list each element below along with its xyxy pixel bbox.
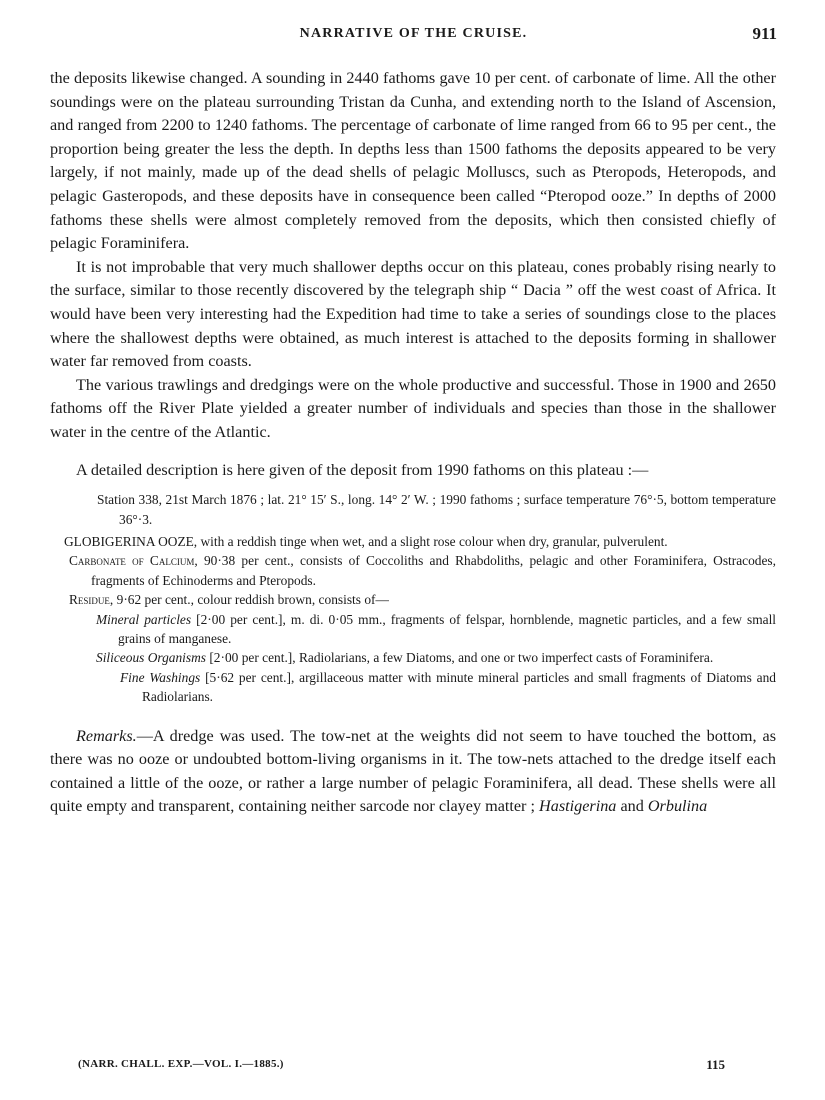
page-number: 911 bbox=[752, 24, 777, 43]
mineral-label: Mineral particles bbox=[96, 611, 192, 627]
station-line bbox=[97, 490, 776, 529]
siliceous-entry bbox=[96, 648, 776, 667]
ooze-entry bbox=[64, 532, 776, 551]
sheet-number: 115 bbox=[706, 1057, 725, 1072]
signature-mark: (NARR. CHALL. EXP.—VOL. I.—1885.) bbox=[78, 1058, 284, 1070]
ooze-description: with a reddish tinge when wet, and a slight rose colour when dry, granular, pulverulent. bbox=[200, 533, 668, 549]
spacer bbox=[50, 445, 776, 459]
page-body bbox=[50, 67, 776, 819]
station-text: Station 338, 21st March 1876 ; lat. 21° 15′ S., long. 14° 2′ W. ; 1990 fathoms ; surface temperature 76°·5, bottom temperature 36°·3. bbox=[97, 492, 776, 527]
carbonate-entry bbox=[69, 551, 776, 590]
washings-entry bbox=[120, 668, 776, 707]
remarks-text: —A dredge was used. The tow-net at the weights did not seem to have touched the bottom, as there was no ooze or undoubted bottom-living organisms in it. The tow-nets attached to the dredge itself each contained a little of the ooze, or rather a large number of pelagic Foraminifera, all dead. These shells were all quite empty and transparent, containing neither sarcode nor clayey matter ; bbox=[50, 726, 776, 816]
mineral-entry bbox=[96, 610, 776, 649]
carbonate-description: 90·38 per cent., consists of Coccoliths and Rhabdoliths, pelagic and other Foraminifera, Ostracodes, fragments of Echinoderms and Pteropods. bbox=[91, 553, 776, 588]
genus-hastigerina: Hastigerina bbox=[539, 797, 617, 816]
paragraph-detailed-description: A detailed description is here given of the deposit from 1990 fathoms on this plateau :— bbox=[76, 460, 649, 479]
paragraph-remarks bbox=[50, 725, 776, 819]
carbonate-label: Carbonate of Calcium, bbox=[69, 553, 198, 569]
running-head bbox=[50, 22, 777, 44]
remarks-and: and bbox=[620, 797, 644, 816]
washings-label: Fine Washings bbox=[120, 669, 201, 685]
residue-label: Residue, bbox=[69, 592, 114, 608]
siliceous-description: [2·00 per cent.], Radiolarians, a few Diatoms, and one or two imperfect casts of Foraminifera. bbox=[209, 650, 714, 666]
ooze-name: GLOBIGERINA OOZE, bbox=[64, 533, 198, 549]
page-footer bbox=[78, 1058, 725, 1078]
residue-description: 9·62 per cent., colour reddish brown, consists of— bbox=[116, 592, 389, 608]
mineral-description: [2·00 per cent.], m. di. 0·05 mm., fragments of felspar, hornblende, magnetic particles, and a few small grains of manganese. bbox=[118, 611, 777, 646]
washings-description: [5·62 per cent.], argillaceous matter with minute mineral particles and small fragments of Diatoms and Radiolarians. bbox=[142, 669, 776, 705]
paragraph-trawlings: The various trawlings and dredgings were on the whole productive and successful. Those in 1900 and 2650 fathoms off the River Plate yielded a greater number of individuals and species than those in the shallower water in the centre of the Atlantic. bbox=[50, 375, 776, 441]
remarks-label: Remarks. bbox=[76, 726, 137, 745]
paragraph-deposits: the deposits likewise changed. A sounding in 2440 fathoms gave 10 per cent. of carbonate of lime. All the other soundings were on the plateau surrounding Tristan da Cunha, and extending north to the Island of Ascension, and ranged from 2200 to 1240 fathoms. The percentage of carbonate of lime ranged from 66 to 95 per cent., the proportion being greater the less the depth. In depths less than 1500 fathoms the deposits appeared to be very largely, if not mainly, made up of the dead shells of pelagic Molluscs, such as Pteropods, Heteropods, and pelagic Gasteropods, and these deposits have in consequence been called “Pteropod ooze.” In depths of 2000 fathoms these shells were almost completely removed from the deposits, which then consisted chiefly of pelagic Foraminifera. bbox=[50, 69, 776, 253]
paragraph-plateau: It is not improbable that very much shallower depths occur on this plateau, cones probably rising nearly to the surface, similar to those recently discovered by the telegraph ship “ Dacia ” off the west coast of Africa. It would have been very interesting had the Expedition had time to take a series of soundings close to the places where the shallowest depths were obtained, as much interest is attached to the deposits forming in shallower water far removed from coasts. bbox=[50, 257, 776, 371]
genus-orbulina: Orbulina bbox=[647, 797, 708, 816]
siliceous-label: Siliceous Organisms bbox=[96, 650, 206, 666]
running-title: NARRATIVE OF THE CRUISE. bbox=[299, 26, 528, 41]
residue-entry bbox=[69, 590, 776, 609]
